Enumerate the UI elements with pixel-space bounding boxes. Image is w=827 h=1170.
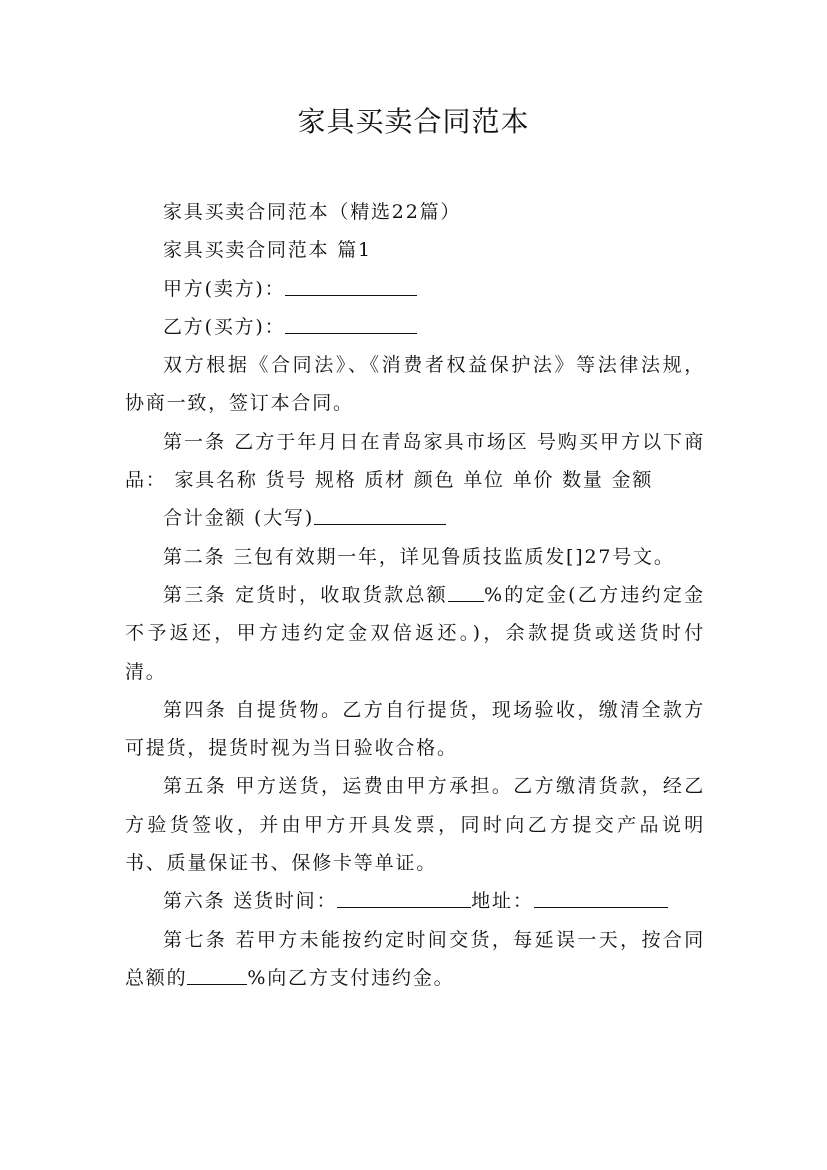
total-label: 合计金额 (大写) — [163, 507, 315, 530]
total-blank — [314, 504, 446, 525]
party-b-blank — [285, 313, 417, 334]
article-6 — [125, 882, 705, 920]
delivery-address-blank — [534, 887, 668, 908]
article-6-address-label: 地址： — [471, 890, 534, 913]
article-3-end: %的定金(乙方违约定金不予返还，甲方违约定金双倍返还。)，余款提货或送货时付清。 — [125, 583, 705, 683]
document-body — [125, 193, 705, 997]
subtitle: 家具买卖合同范本（精选22篇） — [163, 201, 462, 223]
delivery-time-blank — [337, 887, 471, 908]
article-5: 第五条 甲方送货，运费由甲方承担。乙方缴清货款，经乙方验货签收，并由甲方开具发票，同时向乙方提交产品说明书、质量保证书、保修卡等单证。 — [125, 775, 705, 875]
article-7 — [125, 921, 705, 998]
section-heading: 家具买卖合同范本 篇1 — [163, 239, 372, 262]
article-3-start: 第三条 定货时，收取货款总额 — [163, 583, 448, 606]
party-a-blank — [285, 275, 417, 296]
deposit-percent-blank — [448, 581, 484, 602]
party-a-label: 甲方(卖方)： — [163, 277, 286, 300]
article-3 — [125, 576, 705, 691]
party-a-line — [125, 270, 705, 308]
article-4: 第四条 自提货物。乙方自行提货，现场验收，缴清全款方可提货，提货时视为当日验收合格。 — [125, 698, 705, 760]
penalty-percent-blank — [187, 964, 247, 985]
article-7-start: 第七条 若甲方未能按约定时间交货，每延误一天，按合同总额的 — [125, 928, 705, 989]
intro-paragraph: 双方根据《合同法》、《消费者权益保护法》等法律法规，协商一致，签订本合同。 — [125, 354, 705, 415]
party-b-line — [125, 308, 705, 346]
article-1: 第一条 乙方于年月日在青岛家具市场区 号购买甲方以下商品： 家具名称 货号 规格 质材 颜色 单位 单价 数量 金额 — [125, 430, 705, 492]
document-title: 家具买卖合同范本 — [297, 105, 530, 138]
party-b-label: 乙方(买方)： — [163, 315, 286, 338]
article-6-time-label: 第六条 送货时间： — [163, 890, 338, 913]
article-2: 第二条 三包有效期一年，详见鲁质技监质发[]27号文。 — [163, 545, 675, 568]
article-7-end: %向乙方支付违约金。 — [247, 966, 455, 989]
total-line — [125, 499, 705, 537]
